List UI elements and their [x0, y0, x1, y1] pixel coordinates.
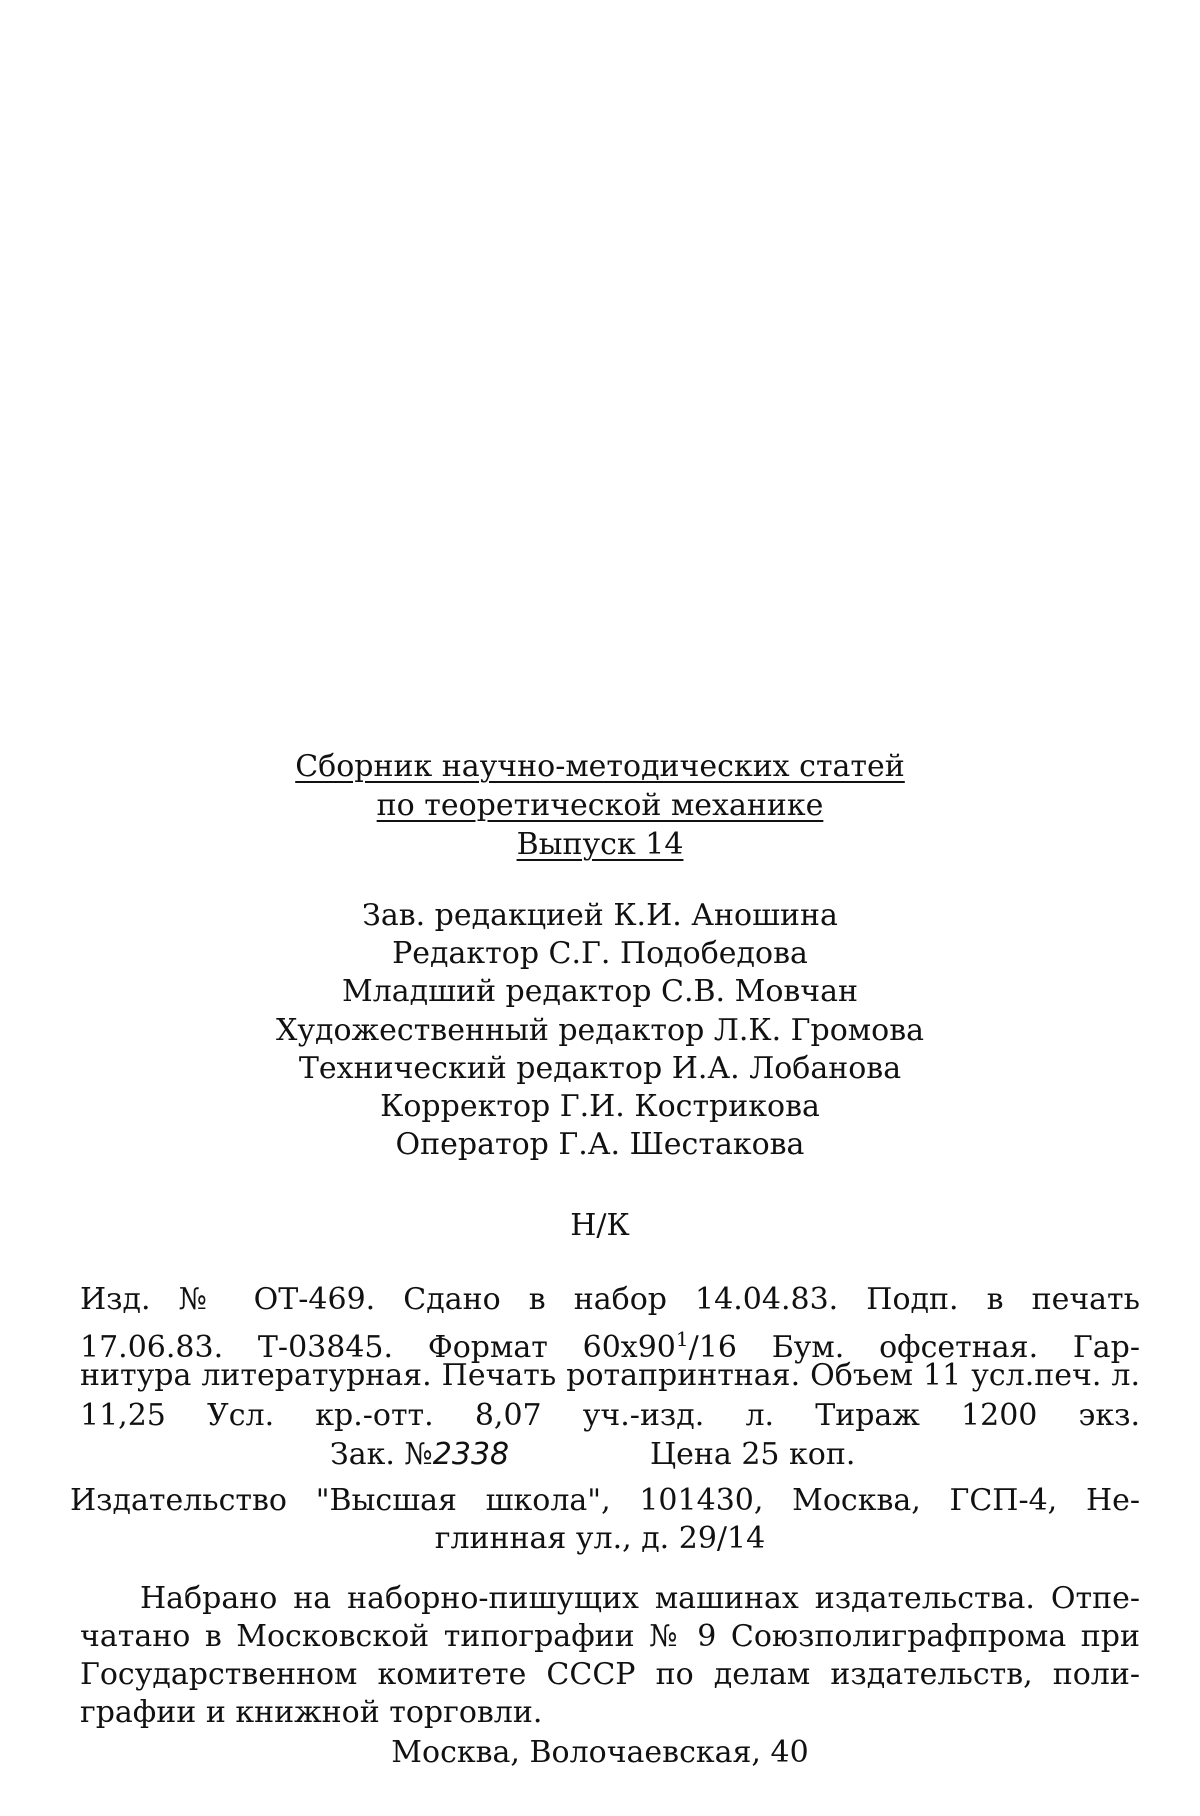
credit-art-editor: Художественный редактор Л.К. Громова	[276, 1013, 924, 1048]
imprint-line-1: Изд. № ОТ-469. Сдано в набор 14.04.83. Подп. в печать	[80, 1282, 1140, 1317]
issue-number: Выпуск 14	[516, 827, 684, 862]
order-number-value: 2338	[432, 1437, 510, 1472]
title-line-2: по теоретической механике	[376, 788, 824, 823]
credit-editor: Редактор С.Г. Подобедова	[392, 936, 808, 971]
credit-operator: Оператор Г.А. Шестакова	[395, 1127, 805, 1162]
credit-junior-editor: Младший редактор С.В. Мовчан	[341, 974, 858, 1009]
printer-line-4: графии и книжной торговли.	[80, 1695, 543, 1730]
imprint-line-2-sup: 1	[675, 1327, 689, 1351]
imprint-line-3: нитура литературная. Печать ротапринтная. Объем 11 усл.печ. л.	[80, 1358, 1140, 1393]
printer-line-1: Набрано на наборно-пишущих машинах издательства. Отпе-	[140, 1581, 1140, 1616]
credit-tech-editor: Технический редактор И.А. Лобанова	[298, 1051, 902, 1086]
imprint-line-4: 11,25 Усл. кр.-отт. 8,07 уч.-изд. л. Тираж 1200 экз.	[80, 1398, 1140, 1433]
order-label: Зак. №	[330, 1437, 433, 1472]
credit-proofreader: Корректор Г.И. Кострикова	[380, 1089, 820, 1124]
imprint-line-2-b: /16 Бум. офсетная. Гар-	[688, 1330, 1140, 1365]
publisher-line-1: Издательство "Высшая школа", 101430, Москва, ГСП-4, Не-	[70, 1483, 1140, 1518]
credit-head-editorial: Зав. редакцией К.И. Аношина	[362, 898, 838, 933]
order-number	[330, 1436, 509, 1474]
price: Цена 25 коп.	[650, 1437, 856, 1472]
printer-address: Москва, Волочаевская, 40	[391, 1735, 809, 1770]
printer-line-3: Государственном комитете СССР по делам издательств, поли-	[80, 1657, 1140, 1692]
publisher-line-2: глинная ул., д. 29/14	[434, 1521, 766, 1556]
title-line-1: Сборник научно-методических статей	[295, 749, 905, 784]
printer-line-2: чатано в Московской типографии № 9 Союзполиграфпрома при	[80, 1619, 1140, 1654]
imprint-line-2-a: 17.06.83. Т-03845. Формат 60х90	[80, 1330, 676, 1365]
classification-code: Н/К	[570, 1208, 630, 1243]
